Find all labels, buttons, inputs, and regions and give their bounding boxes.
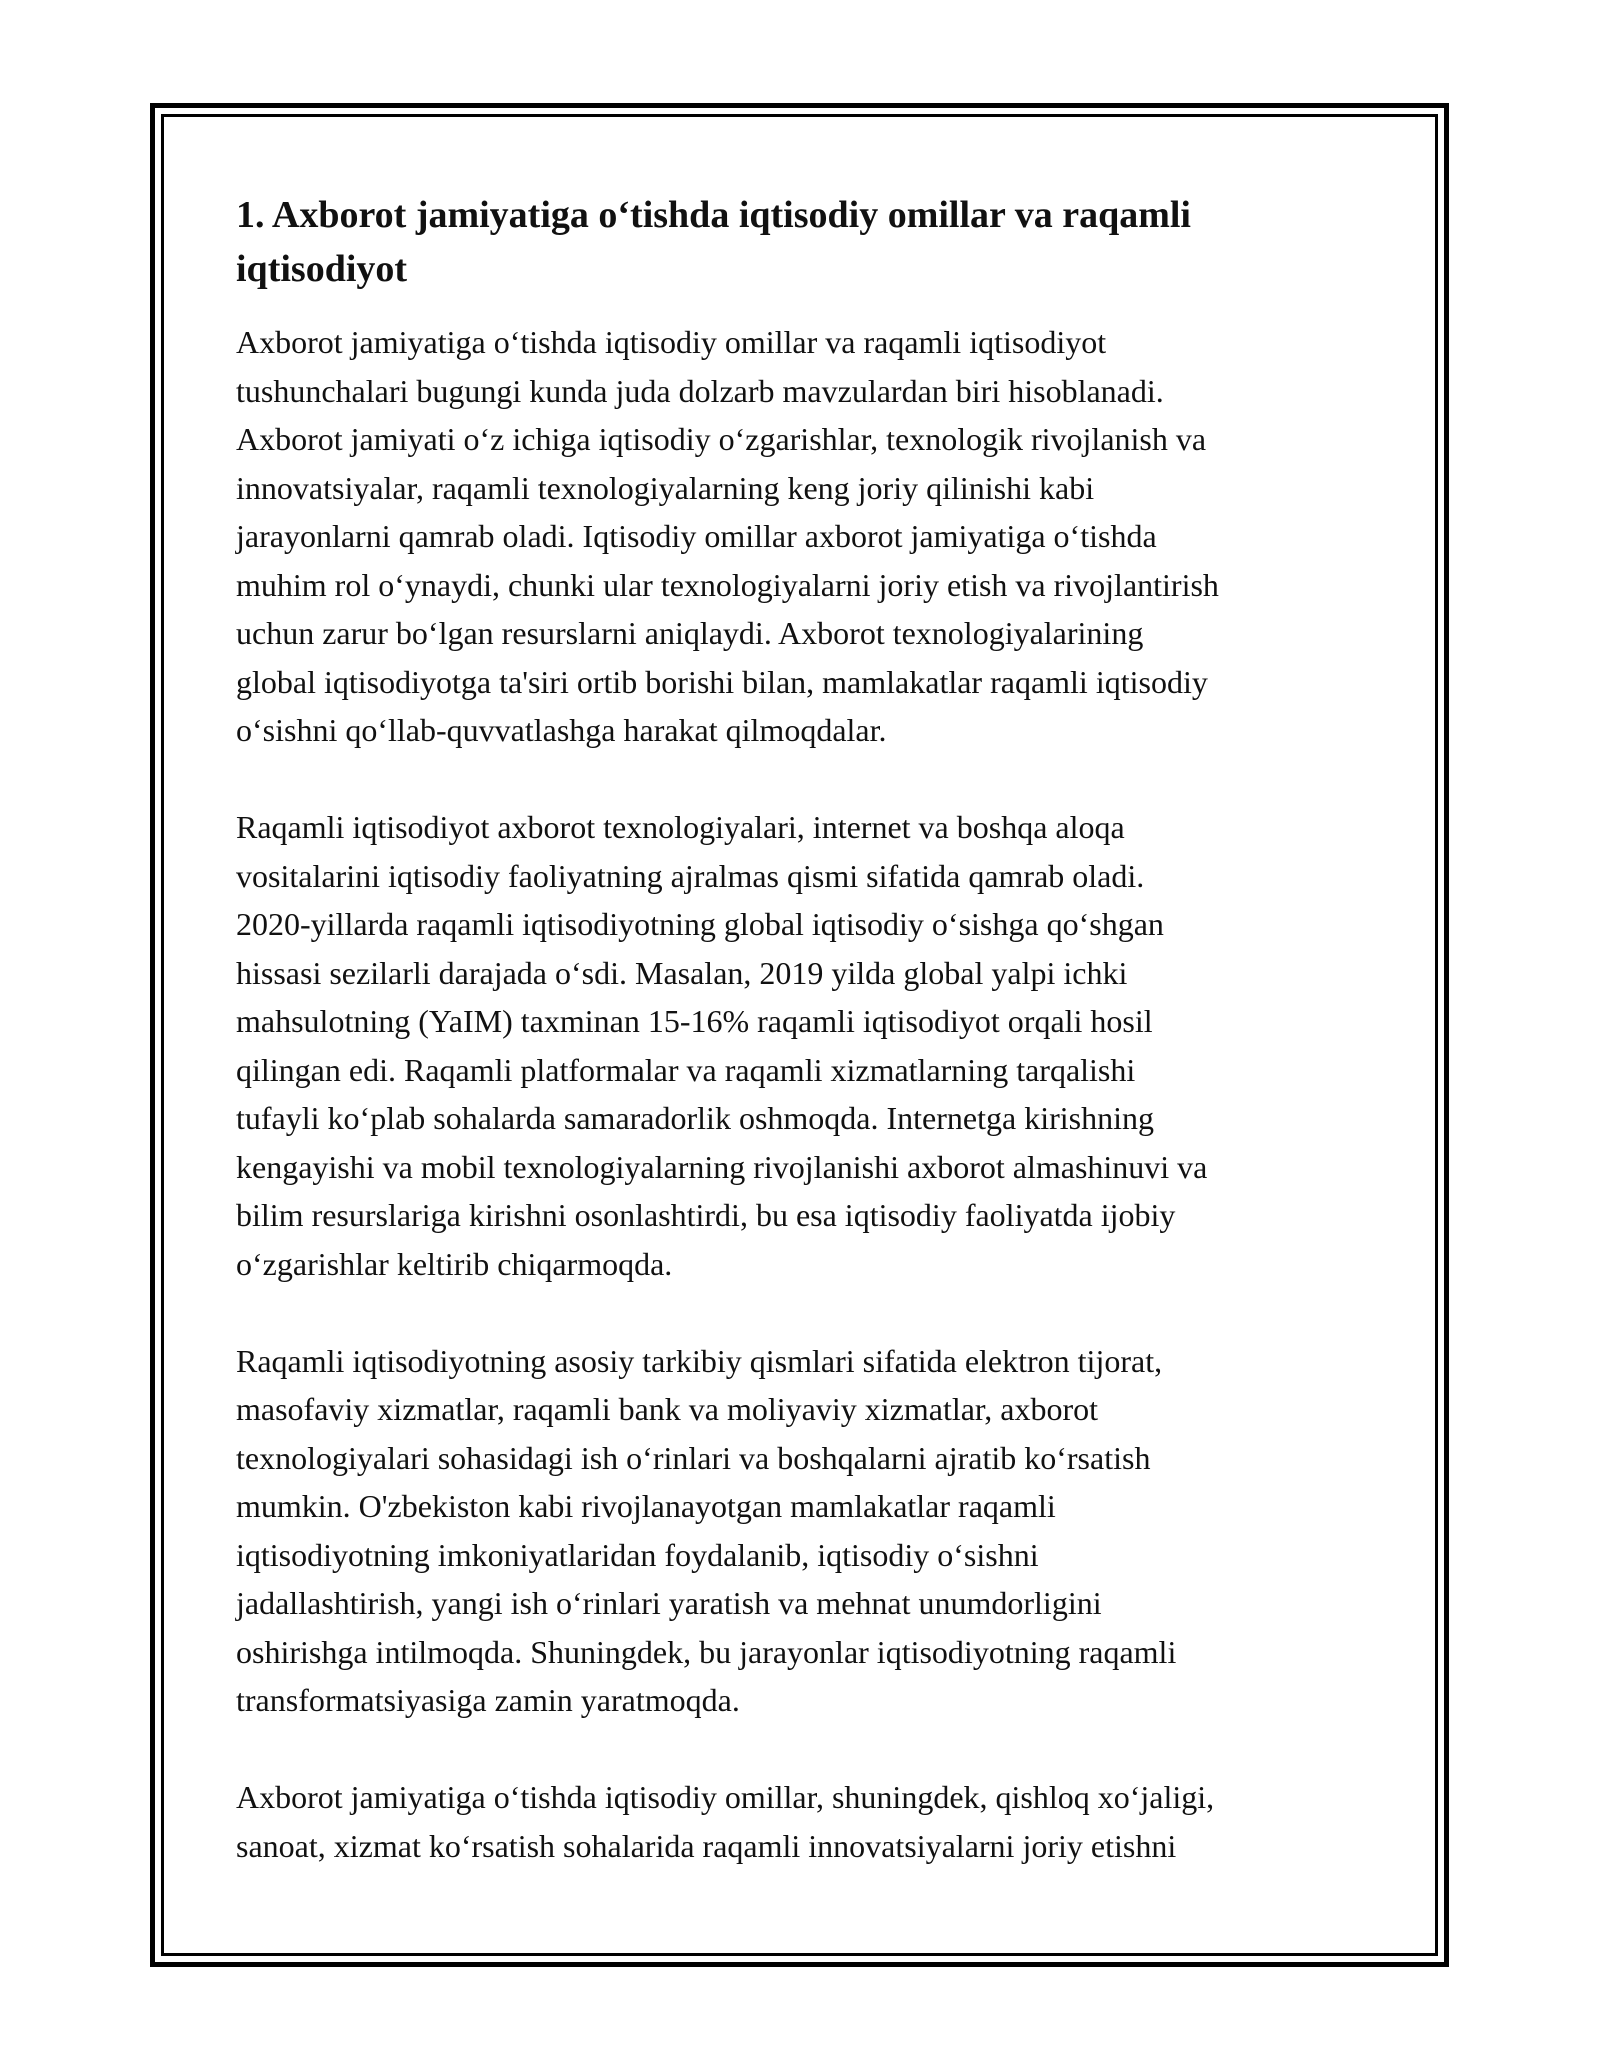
text-line: texnologiyalari sohasidagi ish o‘rinlari va boshqalarni ajratib ko‘rsatish [236,1439,1151,1476]
paragraph-3 [236,1337,1376,1725]
text-line: mahsulotning (YaIM) taxminan 15-16% raqamli iqtisodiyot orqali hosil [236,1003,1153,1039]
text-line: Axborot jamiyatiga o‘tishda iqtisodiy omillar va raqamli iqtisodiyot [236,324,1107,360]
text-line: vositalarini iqtisodiy faoliyatning ajralmas qismi sifatida qamrab oladi. [236,857,1145,894]
text-line: hissasi sezilarli darajada o‘sdi. Masalan, 2019 yilda global yalpi ichki [236,954,1128,991]
text-line: Raqamli iqtisodiyot axborot texnologiyalari, internet va boshqa aloqa [236,809,1125,845]
paragraph-2 [236,803,1376,1288]
text-line: masofaviy xizmatlar, raqamli bank va moliyaviy xizmatlar, axborot [236,1391,1099,1427]
text-line: kengayishi va mobil texnologiyalarning rivojlanishi axborot almashinuvi va [236,1148,1208,1185]
heading-line: 1. Axborot jamiyatiga o‘tishda iqtisodiy omillar va raqamli [236,194,1191,236]
paragraph-1 [236,318,1376,755]
text-line: tufayli ko‘plab sohalarda samaradorlik oshmoqda. Internetga kirishning [236,1100,1154,1136]
text-line: 2020-yillarda raqamli iqtisodiyotning global iqtisodiy o‘sishga qo‘shgan [236,906,1164,942]
text-line: uchun zarur bo‘lgan resurslarni aniqlaydi. Axborot texnologiyalarining [236,615,1144,651]
section-heading [236,188,1376,296]
text-line: qilingan edi. Raqamli platformalar va raqamli xizmatlarning tarqalishi [236,1051,1136,1088]
text-line: jarayonlarni qamrab oladi. Iqtisodiy omillar axborot jamiyatiga o‘tishda [236,518,1157,554]
text-line: global iqtisodiyotga ta'siri ortib borishi bilan, mamlakatlar raqamli iqtisodiy [236,663,1208,700]
text-line: muhim rol o‘ynaydi, chunki ular texnologiyalarni joriy etish va rivojlantirish [236,566,1219,603]
text-line: transformatsiyasiga zamin yaratmoqda. [236,1682,740,1718]
text-line: oshirishga intilmoqda. Shuningdek, bu jarayonlar iqtisodiyotning raqamli [236,1633,1177,1670]
text-line: Axborot jamiyati o‘z ichiga iqtisodiy o‘zgarishlar, texnologik rivojlanish va [236,421,1207,457]
document-body [236,188,1376,1870]
text-line: bilim resurslariga kirishni osonlashtirdi, bu esa iqtisodiy faoliyatda ijobiy [236,1197,1176,1233]
text-line: tushunchalari bugungi kunda juda dolzarb mavzulardan biri hisoblanadi. [236,372,1164,409]
text-line: iqtisodiyotning imkoniyatlaridan foydalanib, iqtisodiy o‘sishni [236,1536,1039,1573]
text-line: mumkin. O'zbekiston kabi rivojlanayotgan mamlakatlar raqamli [236,1488,1056,1524]
paragraph-4 [236,1773,1376,1870]
text-line: jadallashtirish, yangi ish o‘rinlari yaratish va mehnat unumdorligini [236,1585,1102,1621]
heading-line: iqtisodiyot [236,248,408,290]
text-line: Axborot jamiyatiga o‘tishda iqtisodiy omillar, shuningdek, qishloq xo‘jaligi, [236,1779,1215,1815]
text-line: innovatsiyalar, raqamli texnologiyalarning keng joriy qilinishi kabi [236,469,1095,506]
text-line: Raqamli iqtisodiyotning asosiy tarkibiy qismlari sifatida elektron tijorat, [236,1342,1163,1379]
text-line: o‘sishni qo‘llab-quvvatlashga harakat qilmoqdalar. [236,712,887,748]
text-line: sanoat, xizmat ko‘rsatish sohalarida raqamli innovatsiyalarni joriy etishni [236,1827,1177,1864]
text-line: o‘zgarishlar keltirib chiqarmoqda. [236,1245,673,1282]
